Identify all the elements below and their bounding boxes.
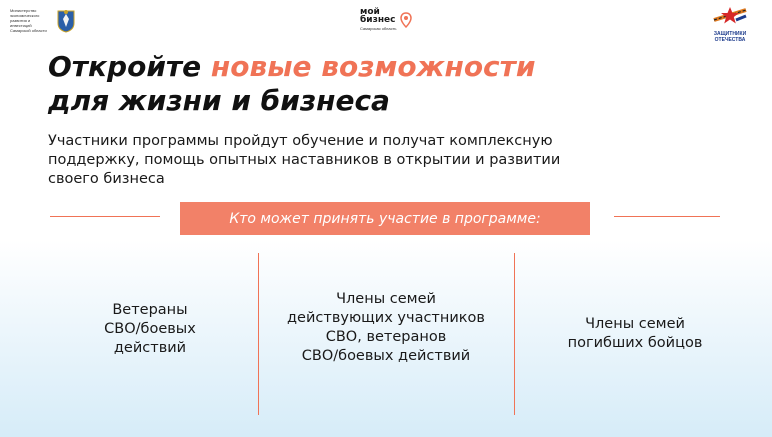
category-line: СВО, ветеранов — [325, 329, 447, 345]
intro-text: Участники программы пройдут обучение и получат комплексную поддержку, помощь опытных наставников в открытии и развитии своего бизнеса — [48, 133, 561, 187]
category-line: действующих участников — [287, 310, 485, 326]
divider-right — [614, 216, 720, 217]
eligibility-banner-label: Кто может принять участие в программе: — [229, 210, 541, 227]
title-accent: новые возможности — [210, 50, 536, 83]
divider-left — [50, 216, 160, 217]
category-families-fallen — [525, 315, 745, 353]
eligibility-banner — [180, 202, 590, 235]
brand-line1: мой — [360, 7, 380, 17]
ministry-logo — [10, 8, 76, 33]
moy-biznes-logo — [360, 8, 420, 31]
category-line: Ветераны — [112, 302, 188, 318]
page-title — [48, 50, 536, 118]
coat-of-arms-icon — [56, 9, 76, 33]
title-line1 — [48, 50, 536, 84]
location-pin-icon — [400, 12, 412, 28]
defenders-label: ЗАЩИТНИКИ ОТЕЧЕСТВА — [713, 31, 747, 43]
title-line2: для жизни и бизнеса — [48, 84, 390, 117]
category-line: действий — [113, 340, 187, 356]
category-line: Члены семей — [336, 291, 436, 307]
ministry-name: Министерство экономического развития и инвестиций Самарской области — [10, 8, 47, 33]
defenders-logo — [700, 6, 760, 43]
category-families-active — [268, 290, 504, 366]
column-divider-1 — [258, 253, 259, 415]
title-part1: Откройте — [48, 50, 211, 83]
category-line: СВО/боевых действий — [301, 348, 471, 364]
star-ribbon-icon — [712, 6, 748, 26]
category-line: Члены семей — [585, 316, 685, 332]
category-line: погибших бойцов — [567, 335, 703, 351]
brand-region: Самарская область — [360, 26, 397, 31]
category-veterans — [60, 301, 240, 358]
column-divider-2 — [514, 253, 515, 415]
category-line: СВО/боевых — [104, 321, 196, 337]
brand-line2: бизнес — [360, 15, 396, 25]
